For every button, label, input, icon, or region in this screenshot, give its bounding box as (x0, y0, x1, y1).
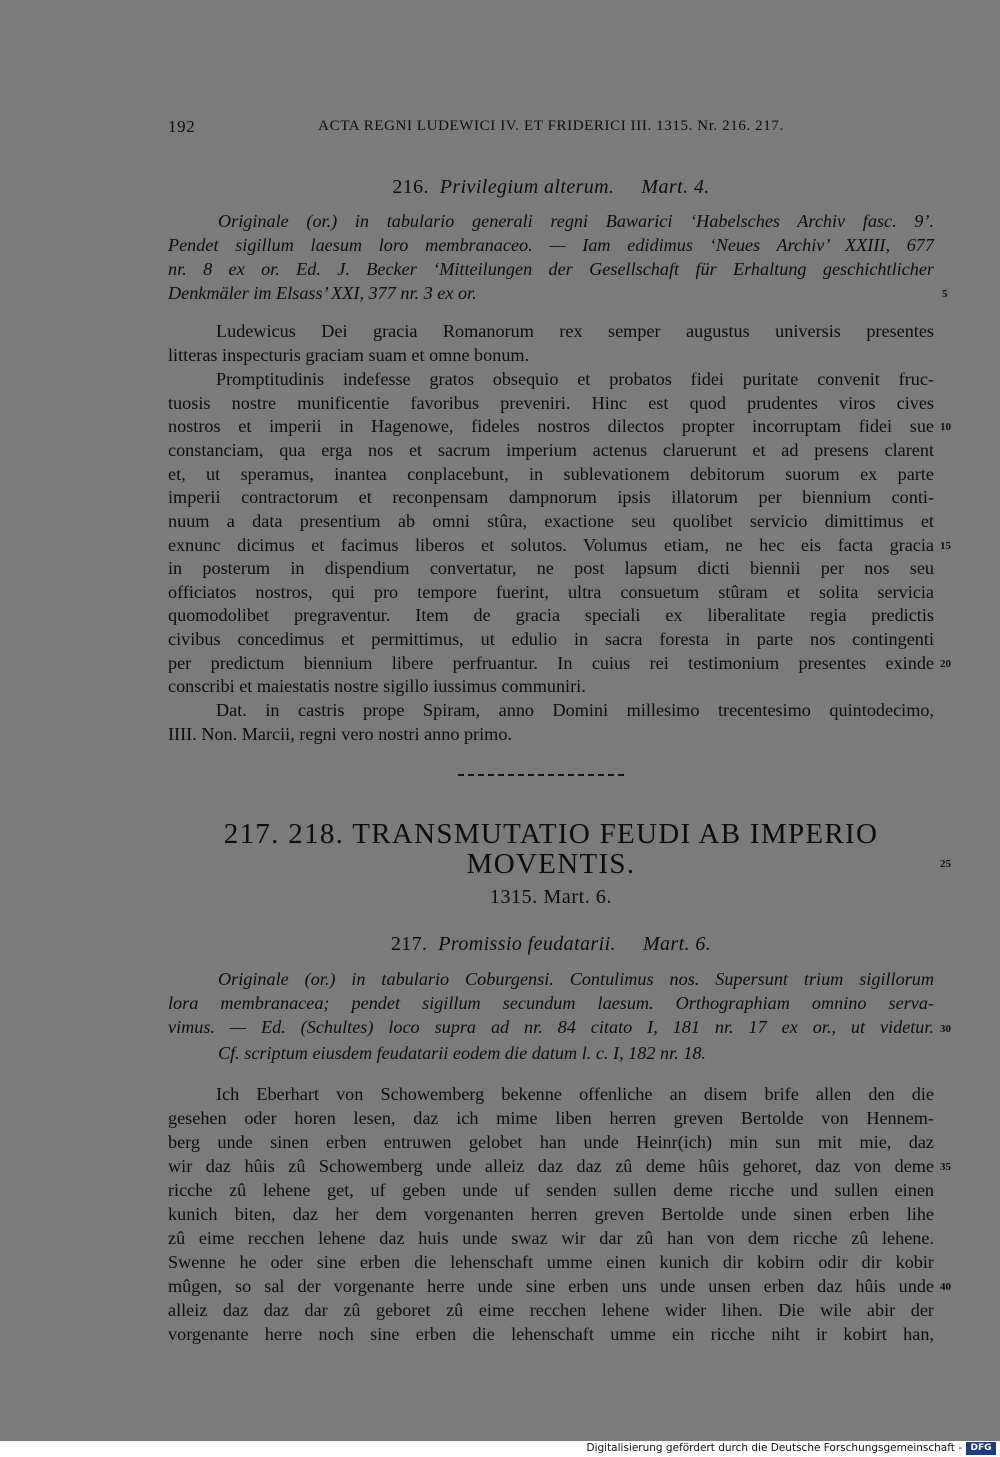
text-line: civibus concedimus et permittimus, ut edulio in sacra foresta in parte nos contingenti (168, 629, 934, 649)
text-line: et, ut speramus, inantea conplacebunt, in sublevationem debitorum suorum ex parte (168, 464, 934, 484)
section-title: 217. 218. TRANSMUTATIO FEUDI AB IMPERIO (223, 818, 879, 850)
note-line: vimus. — Ed. (Schultes) loco supra ad nr. 84 citato I, 181 nr. 17 ex or., ut videtur. (168, 1017, 934, 1037)
note-line: lora membranacea; pendet sigillum secundum laesum. Orthographiam omnino serva- (168, 993, 934, 1013)
text-line: constanciam, qua erga nos et sacrum imperium actenus claruerunt et ad presens clarent (168, 440, 934, 460)
text-line: officiatos nostros, qui pro tempore fuerint, ultra consuetum stûram et solita servicia (168, 582, 934, 602)
text-line: conscribi et maiestatis nostre sigillo iussimus communiri. (168, 676, 586, 696)
text-line: Ludewicus Dei gracia Romanorum rex semper augustus universis presentes (216, 321, 934, 341)
margin-line-number: 25 (940, 858, 951, 870)
text-line: per predictum biennium libere perfruantur. In cuius rei testimonium presentes exinde (168, 653, 934, 673)
running-title: ACTA REGNI LUDEWICI IV. ET FRIDERICI III. 1315. Nr. 216. 217. (318, 118, 784, 134)
margin-line-number: 10 (940, 421, 951, 433)
text-line: ricche zû lehene get, uf geben unde uf senden sullen deme ricche und sullen einen (168, 1180, 934, 1200)
text-line: wir daz hûis zû Schowemberg unde alleiz daz daz zû deme hûis gehoret, daz von deme (168, 1156, 934, 1176)
text-line: in posterum in dispendium convertatur, ne post lapsum dicti biennii per nos seu (168, 558, 934, 578)
margin-line-number: 5 (942, 288, 948, 300)
text-line: Swenne he oder sine erben die lehenschaft umme einen kunich dir kobirn odir dir kobir (168, 1252, 934, 1272)
text-line: exnunc dicimus et facimus liberos et solutos. Volumus etiam, ne hec eis facta gracia (168, 535, 934, 555)
doc-217-title: Promissio feudatarii. (438, 933, 616, 955)
text-line: litteras inspecturis graciam suam et omne bonum. (168, 345, 530, 365)
doc-217-date: Mart. 6. (642, 933, 712, 955)
margin-line-number: 15 (940, 540, 951, 552)
text-line: alleiz daz daz dar zû geboret zû eime recchen lehene wider lihen. Die wile abir der (168, 1300, 934, 1320)
text-line: tuosis nostre munificentie favoribus preveniri. Hinc est quod prudentes viros cives (168, 393, 934, 413)
digitization-footer (0, 1441, 1000, 1457)
note-line: Originale (or.) in tabulario Coburgensi. Contulimus nos. Supersunt trium sigillorum (218, 969, 934, 989)
page-number: 192 (168, 117, 196, 136)
text-line: IIII. Non. Marcii, regni vero nostri anno primo. (168, 724, 512, 744)
margin-line-number: 35 (940, 1161, 951, 1173)
note-line: Pendet sigillum laesum loro membranaceo. — Iam edidimus ‘Neues Archiv’ XXIII, 677 (168, 235, 934, 255)
margin-line-number: 20 (940, 658, 951, 670)
section-date: 1315. Mart. 6. (489, 886, 613, 908)
margin-line-number: 30 (940, 1023, 951, 1035)
text-line: nostros et imperii in Hagenowe, fideles nostros dilectos propter incorruptam fidei sue (168, 416, 934, 436)
doc-216-title: Privilegium alterum. (439, 176, 615, 198)
note-line: Cf. scriptum eiusdem feudatarii eodem die datum l. c. I, 182 nr. 18. (218, 1043, 706, 1063)
footer-credit: Digitalisierung gefördert durch die Deutsche Forschungsgemeinschaft - (586, 1442, 962, 1454)
section-title-continued: MOVENTIS. (466, 848, 636, 880)
text-line: Dat. in castris prope Spiram, anno Domini millesimo trecentesimo quintodecimo, (216, 700, 934, 720)
note-line: Originale (or.) in tabulario generali regni Bawarici ‘Habelsches Archiv fasc. 9’. (218, 211, 934, 231)
doc-217-number: 217. (390, 933, 428, 955)
text-line: quomodolibet pregraventur. Item de gracia speciali ex liberalitate regia predictis (168, 605, 934, 625)
doc-216-date: Mart. 4. (641, 176, 710, 198)
text-line: kunich biten, daz her dem vorgenanten herren greven Bertolde unde sinen erben lihe (168, 1204, 934, 1224)
text-line: zû eime recchen lehene daz huis unde swaz wir dar zû han von dem ricche zû lehene. (168, 1228, 934, 1248)
dfg-logo-icon: DFG (966, 1442, 996, 1455)
text-line: vorgenante herre noch sine erben die lehenschaft umme ein ricche niht ir kobirt han, (168, 1324, 934, 1344)
doc-216-heading (168, 176, 934, 199)
section-separator (458, 774, 624, 777)
running-header (168, 117, 934, 141)
text-line: berg unde sinen erben entruwen gelobet han unde Heinr(ich) min sun mit mie, daz (168, 1132, 934, 1152)
doc-217-heading (168, 933, 934, 956)
text-line: Promptitudinis indefesse gratos obsequio et probatos fidei puritate convenit fruc- (216, 369, 934, 389)
note-line: Denkmäler im Elsass’ XXI, 377 nr. 3 ex or. (168, 283, 477, 303)
doc-216-number: 216. (392, 176, 429, 198)
text-line: imperii contractorum et reconpensam dampnorum ipsis illatorum per biennium conti- (168, 487, 934, 507)
text-line: gesehen oder horen lesen, daz ich mime liben herren greven Bertolde von Hennem- (168, 1108, 934, 1128)
note-line: nr. 8 ex or. Ed. J. Becker ‘Mitteilungen der Gesellschaft für Erhaltung geschichtlicher (168, 259, 934, 279)
text-line: nuum a data presentium ab omni stûra, exactione seu quolibet servicio dimittimus et (168, 511, 934, 531)
text-line: mûgen, so sal der vorgenante herre unde sine erben uns unde unsen erben daz hûis unde (168, 1276, 934, 1296)
text-line: Ich Eberhart von Schowemberg bekenne offenliche an disem brife allen den die (216, 1084, 934, 1104)
margin-line-number: 40 (940, 1281, 951, 1293)
